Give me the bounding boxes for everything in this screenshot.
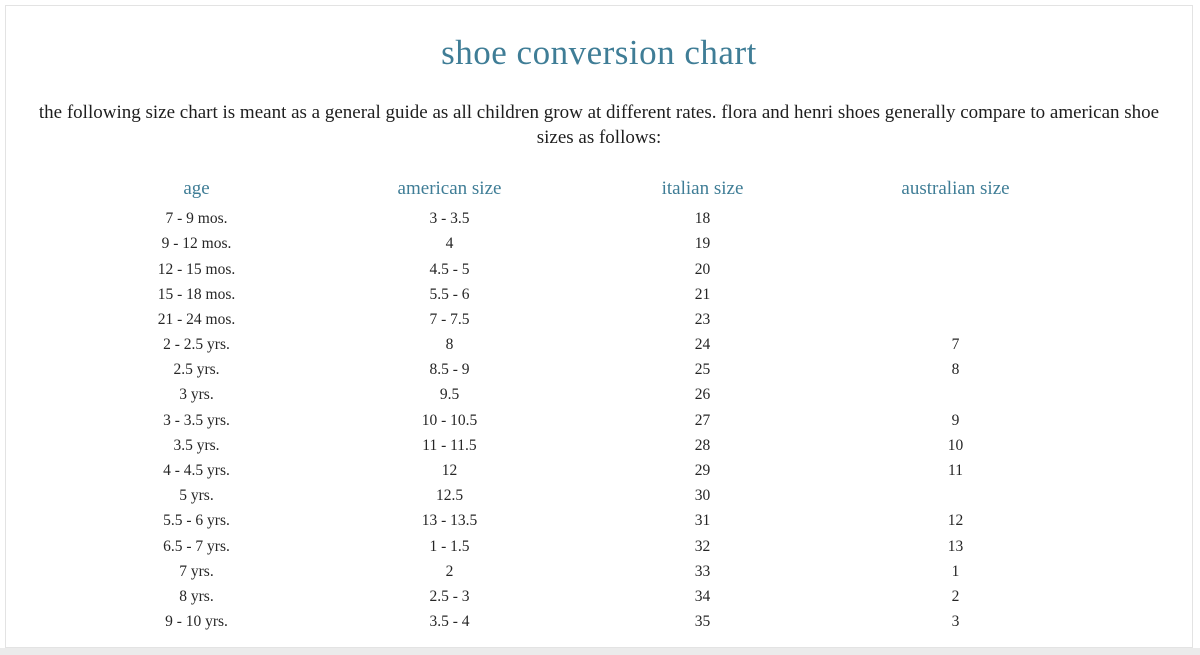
table-cell: 13 xyxy=(947,537,964,555)
table-cell: 30 xyxy=(694,487,711,505)
column-header-american-size: american size xyxy=(397,177,502,199)
table-cell: 1 - 1.5 xyxy=(429,537,470,555)
table-row xyxy=(70,433,1082,458)
table-cell: 12 - 15 mos. xyxy=(157,260,236,278)
table-cell: 2.5 yrs. xyxy=(173,361,220,379)
table-cell: 4 - 4.5 yrs. xyxy=(163,462,230,479)
table-cell: 10 - 10.5 xyxy=(421,411,478,429)
table-cell: 31 xyxy=(694,512,711,530)
table-row xyxy=(70,207,1082,232)
table-cell: 8 xyxy=(951,361,960,379)
table-row xyxy=(70,332,1082,357)
table-cell: 7 xyxy=(951,336,960,354)
table-header-row xyxy=(70,171,1082,207)
table-cell: 11 - 11.5 xyxy=(422,436,477,454)
table-cell: 7 - 9 mos. xyxy=(165,210,228,228)
table-cell: 5.5 - 6 xyxy=(429,285,470,303)
table-cell: 15 - 18 mos. xyxy=(157,285,236,303)
table-row xyxy=(70,559,1082,584)
table-cell: 3 - 3.5 yrs. xyxy=(163,411,230,429)
table-cell xyxy=(829,484,1082,509)
table-cell: 7 yrs. xyxy=(179,562,214,580)
table-cell: 2 xyxy=(445,562,454,580)
table-cell: 13 - 13.5 xyxy=(421,512,478,530)
table-row xyxy=(70,383,1082,408)
table-cell: 4.5 - 5 xyxy=(429,260,470,278)
table-cell xyxy=(829,282,1082,307)
table-row xyxy=(70,610,1082,635)
table-cell: 3 xyxy=(951,613,960,631)
table-cell: 9 xyxy=(951,411,960,429)
table-row xyxy=(70,358,1082,383)
table-cell xyxy=(829,307,1082,332)
page-title: shoe conversion chart xyxy=(441,33,757,72)
table-cell: 26 xyxy=(694,386,711,404)
table-cell: 7 - 7.5 xyxy=(429,310,470,328)
intro-text: the following size chart is meant as a general guide as all children grow at different rates. flora and henri shoes generally compare to american shoe sizes as follows: xyxy=(38,102,1160,149)
table-cell: 2 xyxy=(951,587,960,605)
table-cell: 5.5 - 6 yrs. xyxy=(163,512,230,530)
table-cell: 10 xyxy=(947,436,964,454)
bottom-edge-strip xyxy=(0,648,1200,655)
table-cell: 3.5 yrs. xyxy=(173,436,220,454)
table-cell: 8.5 - 9 xyxy=(429,361,470,379)
table-cell: 21 xyxy=(694,285,711,303)
column-header-age: age xyxy=(183,177,210,199)
table-cell: 12.5 xyxy=(435,487,464,505)
table-row xyxy=(70,282,1082,307)
table-cell: 8 xyxy=(445,336,454,354)
table-cell: 25 xyxy=(694,361,711,379)
table-cell: 9 - 12 mos. xyxy=(161,235,232,253)
table-header xyxy=(70,171,1082,207)
table-cell: 2 - 2.5 yrs. xyxy=(163,336,230,354)
table-cell: 3.5 - 4 xyxy=(429,613,470,631)
table-row xyxy=(70,534,1082,559)
table-cell: 23 xyxy=(694,310,711,328)
table-cell xyxy=(829,232,1082,257)
table-row xyxy=(70,484,1082,509)
table-cell: 1 xyxy=(951,562,960,580)
table-row xyxy=(70,458,1082,483)
table-cell: 3 yrs. xyxy=(179,386,214,404)
table-body xyxy=(70,207,1082,635)
table-cell: 20 xyxy=(694,260,711,278)
content-frame xyxy=(5,5,1193,648)
table-cell: 6.5 - 7 yrs. xyxy=(163,537,230,555)
table-row xyxy=(70,257,1082,282)
table-cell: 28 xyxy=(694,436,711,454)
table-cell xyxy=(829,383,1082,408)
table-cell: 33 xyxy=(694,562,711,580)
table-cell: 24 xyxy=(694,336,711,354)
table-row xyxy=(70,584,1082,609)
table-cell: 27 xyxy=(694,411,711,429)
column-header-australian-size: australian size xyxy=(901,177,1010,199)
table-cell: 32 xyxy=(694,537,711,555)
table-cell: 2.5 - 3 xyxy=(429,587,470,605)
size-conversion-table xyxy=(70,171,1082,635)
table-cell: 12 xyxy=(441,462,458,479)
table-cell: 34 xyxy=(694,587,711,605)
table-cell: 9.5 xyxy=(439,386,460,404)
column-header-italian-size: italian size xyxy=(661,177,744,199)
table-cell: 29 xyxy=(694,462,711,479)
table-cell: 11 xyxy=(948,462,963,479)
table-cell: 21 - 24 mos. xyxy=(157,310,236,328)
table-row xyxy=(70,408,1082,433)
table-row xyxy=(70,509,1082,534)
table-cell: 3 - 3.5 xyxy=(429,210,470,228)
table-cell xyxy=(829,257,1082,282)
table-row xyxy=(70,307,1082,332)
table-cell: 9 - 10 yrs. xyxy=(165,613,228,631)
table-cell: 8 yrs. xyxy=(179,587,214,605)
table-cell: 18 xyxy=(694,210,711,228)
table-cell: 35 xyxy=(694,613,711,631)
table-cell: 12 xyxy=(947,512,964,530)
table-cell xyxy=(829,207,1082,232)
table-cell: 5 yrs. xyxy=(179,487,214,505)
table-cell: 19 xyxy=(694,235,711,253)
table-row xyxy=(70,232,1082,257)
table-cell: 4 xyxy=(445,235,454,253)
